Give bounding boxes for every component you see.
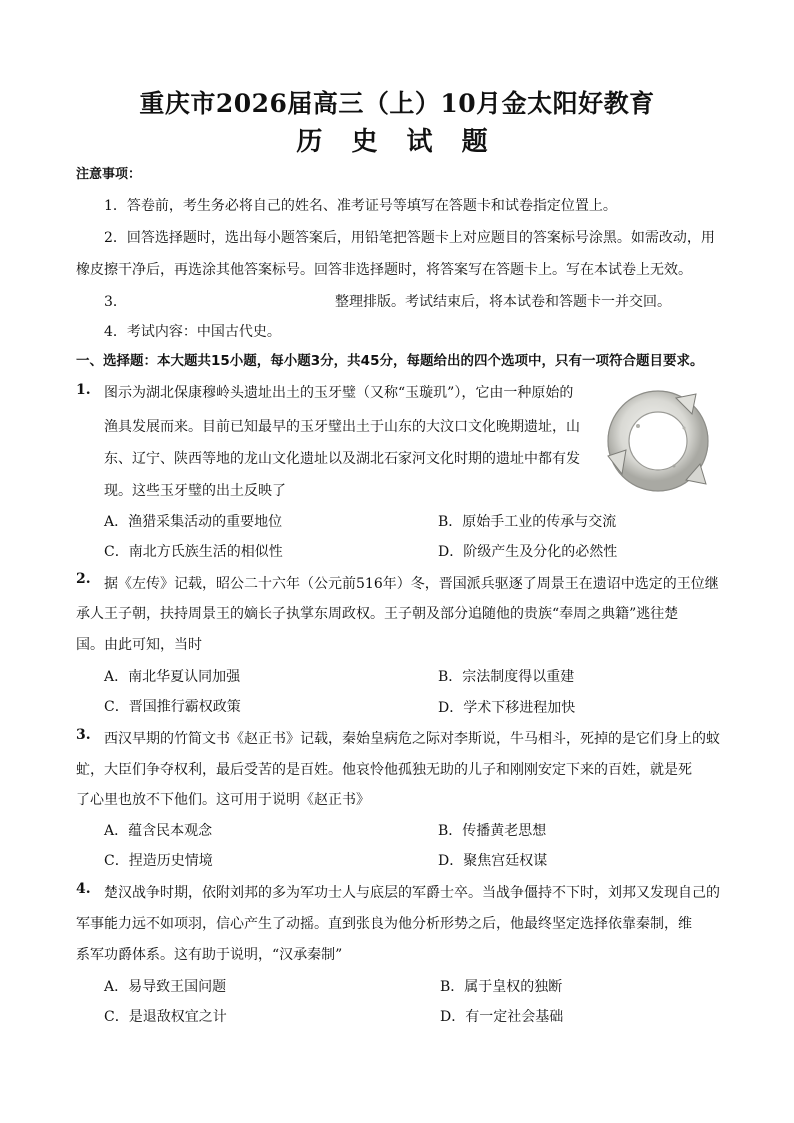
question-text-line: 系军功爵体系。这有助于说明，“汉承秦制” (76, 947, 343, 963)
notice-line-3-num: 3． (104, 294, 127, 310)
option-d: D．聚焦宫廷权谋 (438, 853, 548, 869)
notice-line-3-text: 整理排版。考试结束后，将本试卷和答题卡一并交回。 (335, 294, 671, 310)
option-d: D．阶级产生及分化的必然性 (438, 544, 618, 560)
question-text-line: 图示为湖北保康穆岭头遗址出土的玉牙璧（又称“玉璇玑”），它由一种原始的 (104, 385, 574, 401)
option-a: A．蕴含民本观念 (104, 823, 213, 839)
question-number: 4. (76, 881, 91, 897)
question-text-line: 渔具发展而来。目前已知最早的玉牙璧出土于山东的大汶口文化晚期遗址，山 (104, 419, 580, 435)
option-c: C．晋国推行霸权政策 (104, 699, 241, 715)
option-a: A．南北华夏认同加强 (104, 669, 241, 685)
option-a: A．渔猎采集活动的重要地位 (104, 514, 283, 530)
question-text-line: 楚汉战争时期，依附刘邦的多为军功士人与底层的军爵士卒。当战争僵持不下时，刘邦又发现自己的 (104, 885, 720, 901)
question-number: 3. (76, 727, 91, 743)
option-c: C．是退敌权宜之计 (104, 1009, 227, 1025)
notice-heading: 注意事项： (76, 167, 142, 182)
exam-title: 重庆市2026届高三（上）10月金太阳好教育 (139, 89, 655, 118)
notice-line-1: 1．答卷前，考生务必将自己的姓名、准考证号等填写在答题卡和试卷指定位置上。 (104, 198, 617, 214)
question-text-line: 现。这些玉牙璧的出土反映了 (104, 483, 286, 499)
notice-line-2-cont: 橡皮擦干净后，再选涂其他答案标号。回答非选择题时，将答案写在答题卡上。写在本试卷上无效。 (76, 262, 692, 278)
option-a: A．易导致王国问题 (104, 979, 227, 995)
question-number: 1. (76, 382, 91, 398)
option-d: D．学术下移进程加快 (438, 700, 576, 716)
jade-disc-image (604, 386, 712, 494)
option-b: B．属于皇权的独断 (440, 979, 563, 995)
question-text-line: 承人王子朝，扶持周景王的嫡长子执掌东周政权。王子朝及部分追随他的贵族“奉周之典籍”逃往楚 (76, 606, 679, 622)
section-heading: 一、选择题：本大题共15小题，每小题3分，共45分，每题给出的四个选项中，只有一项符合题目要求。 (76, 353, 704, 369)
question-text-line: 国。由此可知，当时 (76, 637, 202, 653)
option-c: C．捏造历史情境 (104, 853, 213, 869)
option-b: B．传播黄老思想 (438, 823, 547, 839)
question-text-line: 据《左传》记载，昭公二十六年（公元前516年）冬，晋国派兵驱逐了周景王在遗诏中选定的王位继 (104, 576, 719, 592)
notice-line-4: 4．考试内容：中国古代史。 (104, 324, 281, 340)
subject-title: 历 史 试 题 (296, 127, 498, 157)
option-c: C．南北方氏族生活的相似性 (104, 544, 283, 560)
notice-line-2: 2．回答选择题时，选出每小题答案后，用铅笔把答题卡上对应题目的答案标号涂黑。如需改动，用 (104, 230, 715, 246)
question-text-line: 东、辽宁、陕西等地的龙山文化遗址以及湖北石家河文化时期的遗址中都有发 (104, 451, 580, 467)
question-text-line: 虻，大臣们争夺权利，最后受苦的是百姓。他哀怜他孤独无助的儿子和刚刚安定下来的百姓，就是死 (76, 762, 692, 778)
question-number: 2. (76, 571, 91, 587)
option-d: D．有一定社会基础 (440, 1009, 564, 1025)
question-text-line: 了心里也放不下他们。这可用于说明《赵正书》 (76, 792, 370, 808)
option-b: B．原始手工业的传承与交流 (438, 514, 617, 530)
question-text-line: 军事能力远不如项羽，信心产生了动摇。直到张良为他分析形势之后，他最终坚定选择依靠秦制，维 (76, 916, 692, 932)
option-b: B．宗法制度得以重建 (438, 669, 575, 685)
question-text-line: 西汉早期的竹简文书《赵正书》记载，秦始皇病危之际对李斯说，牛马相斗，死掉的是它们身上的蚊 (104, 731, 720, 747)
